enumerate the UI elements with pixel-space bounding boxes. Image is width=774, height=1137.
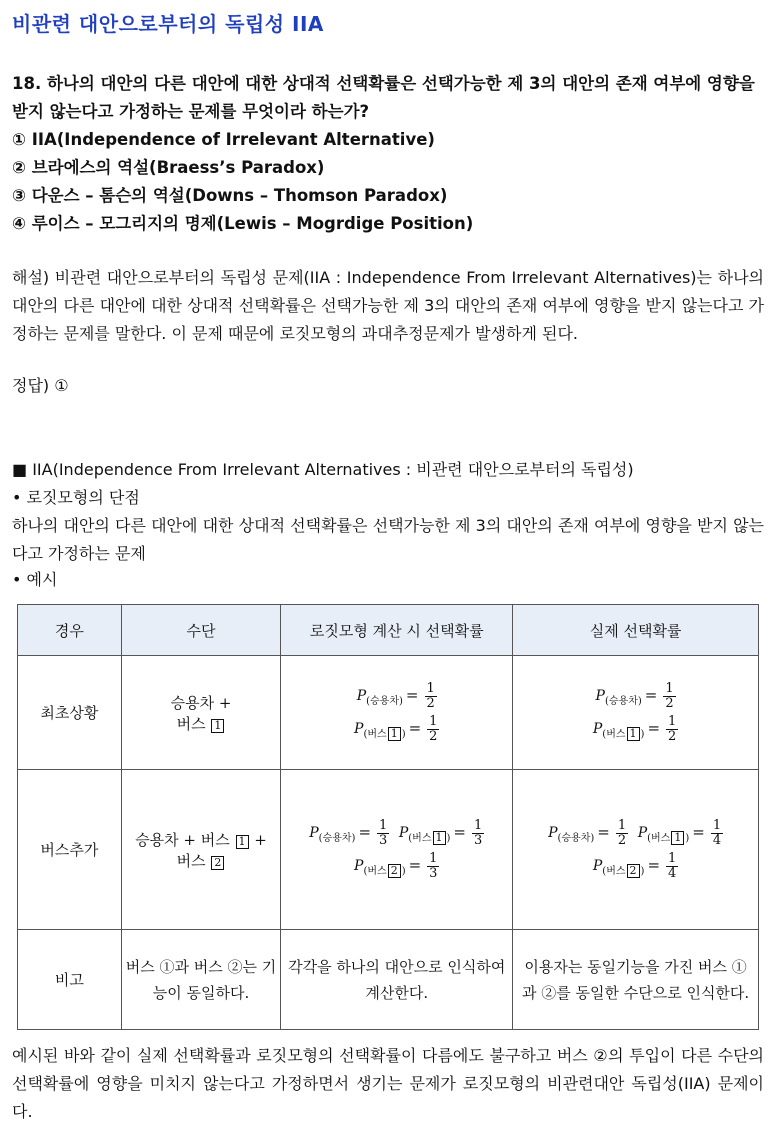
actual-bus-added: $P_{(승용차)}$ = $\frac{1}{2}$ $P_{(버스 1 )}$ = $\frac{1}{4}$ $P_{(버스 2 )}$ = $\frac{1}{4}$ xyxy=(513,770,759,930)
actual-note: 이용자는 동일기능을 가진 버스 ①과 ②를 동일한 수단으로 인식한다. xyxy=(513,930,759,1030)
table-row xyxy=(18,656,759,770)
option-4: ④ 루이스 – 모그리지의 명제(Lewis – Mogrdige Position) xyxy=(12,214,474,233)
option-3: ③ 다운스 – 톰슨의 역설(Downs – Thomson Paradox) xyxy=(12,186,448,205)
table-header-row xyxy=(18,605,759,656)
case-initial: 최초상황 xyxy=(18,656,122,770)
means-line-1: 승용차 + 버스 1 + xyxy=(135,830,267,849)
page-title: 비관련 대안으로부터의 독립성 IIA xyxy=(12,12,324,36)
case-note: 비고 xyxy=(18,930,122,1030)
means-note: 버스 ①과 버스 ②는 기능이 동일하다. xyxy=(121,930,281,1030)
bus-1-box: 1 xyxy=(211,719,224,733)
logit-bus-added: $P_{(승용차)}$ = $\frac{1}{3}$ $P_{(버스 1 )}$ = $\frac{1}{3}$ $P_{(버스 2 )}$ = $\frac{1}{3}$ xyxy=(281,770,513,930)
case-bus-added: 버스추가 xyxy=(18,770,122,930)
conclusion: 예시된 바와 같이 실제 선택확률과 로짓모형의 선택확률이 다름에도 불구하고 버스 ②의 투입이 다른 수단의 선택확률에 영향을 미치지 않는다고 가정하면서 생기는 문제가 로짓모형의 비관련대안 독립성(IIA) 문제이다. xyxy=(12,1046,764,1121)
table-row xyxy=(18,770,759,930)
explanation: 해설) 비관련 대안으로부터의 독립성 문제(IIA : Independence From Irrelevant Alternatives)는 하나의 대안의 다른 대안에 대한 상대적 선택확률은 선택가능한 제 3의 대안의 존재 여부에 영향을 받지 않는다고 가정하는 문제를 말한다. 이 문제 때문에 로짓모형의 과대추정문제가 발생하게 된다. xyxy=(12,268,764,343)
header-logit-prob: 로짓모형 계산 시 선택확률 xyxy=(281,605,513,656)
section-body: 하나의 대안의 다른 대안에 대한 상대적 선택확률은 선택가능한 제 3의 대안의 존재 여부에 영향을 받지 않는다고 가정하는 문제 xyxy=(12,516,764,563)
header-means: 수단 xyxy=(121,605,281,656)
means-line-2: 버스 2 xyxy=(126,850,277,871)
header-actual-prob: 실제 선택확률 xyxy=(513,605,759,656)
bullet-example: • 예시 xyxy=(12,570,58,589)
means-line-2: 버스 1 xyxy=(126,713,277,734)
answer: 정답) ① xyxy=(12,376,69,395)
means-bus-added xyxy=(121,770,281,930)
logit-initial: $P_{(승용차)}$ = $\frac{1}{2}$ $P_{(버스 1 )}$ = $\frac{1}{2}$ xyxy=(281,656,513,770)
logit-note: 각각을 하나의 대안으로 인식하여 계산한다. xyxy=(281,930,513,1030)
comparison-table xyxy=(17,604,759,1030)
table-row xyxy=(18,930,759,1030)
section-heading: ■ IIA(Independence From Irrelevant Alternatives : 비관련 대안으로부터의 독립성) xyxy=(12,460,634,479)
means-initial xyxy=(121,656,281,770)
option-2: ② 브라에스의 역설(Braess’s Paradox) xyxy=(12,158,325,177)
bus-2-box: 2 xyxy=(211,856,224,870)
means-line-1: 승용차 + xyxy=(170,693,232,712)
bullet-weakness: • 로짓모형의 단점 xyxy=(12,488,140,507)
option-1: ① IIA(Independence of Irrelevant Alternative) xyxy=(12,130,435,149)
actual-initial: $P_{(승용차)}$ = $\frac{1}{2}$ $P_{(버스 1 )}$ = $\frac{1}{2}$ xyxy=(513,656,759,770)
header-case: 경우 xyxy=(18,605,122,656)
question-text: 18. 하나의 대안의 다른 대안에 대한 상대적 선택확률은 선택가능한 제 3의 대안의 존재 여부에 영향을 받지 않는다고 가정하는 문제를 무엇이라 하는가? xyxy=(12,74,755,121)
